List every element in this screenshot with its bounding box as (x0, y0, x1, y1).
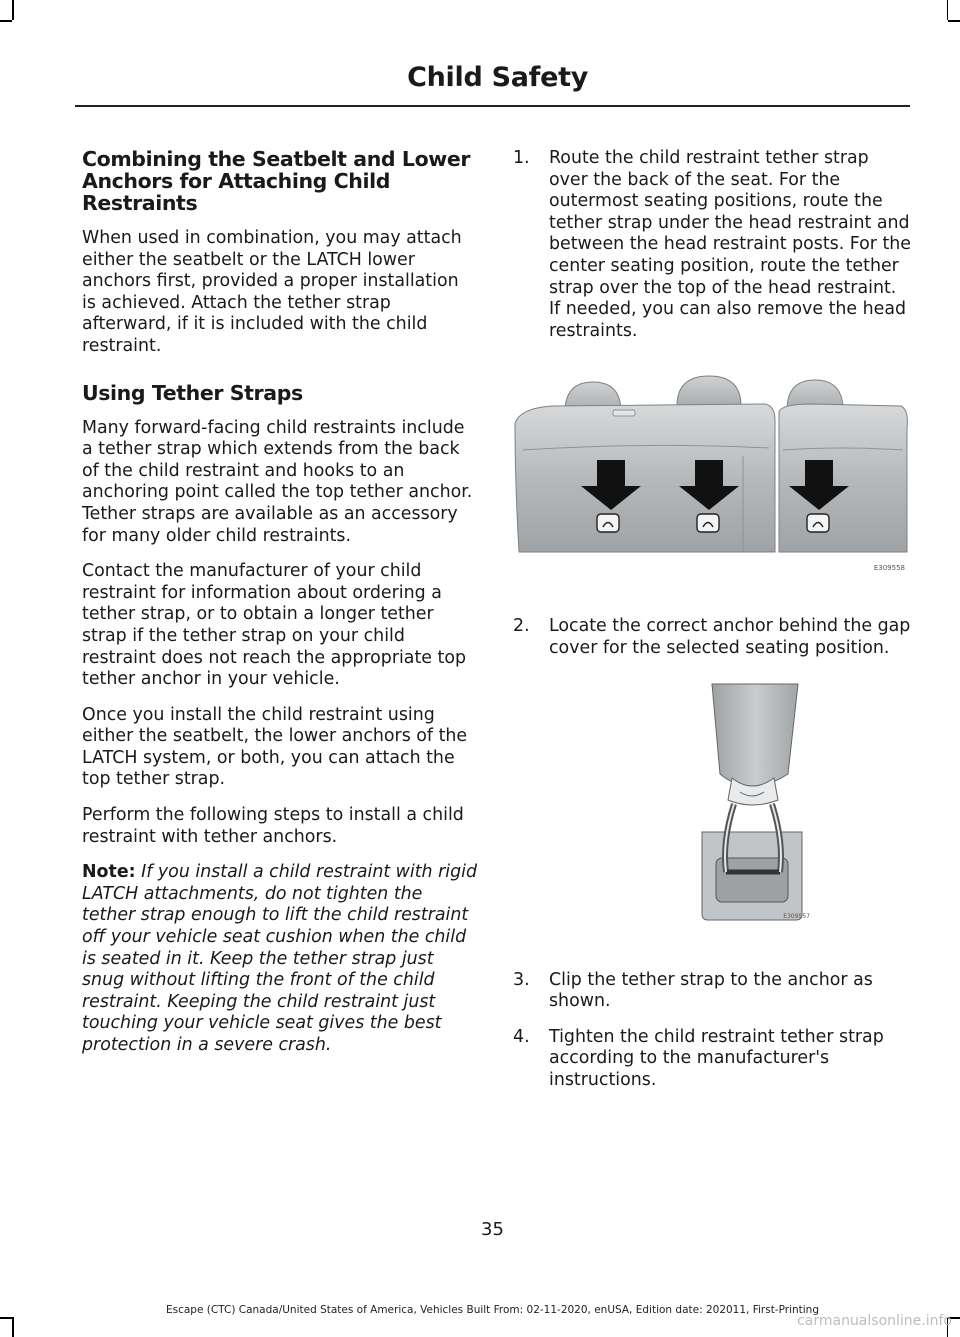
step-text: Locate the correct anchor behind the gap cover for the selected seating position. (549, 616, 911, 658)
steps-list (513, 148, 911, 342)
step-number: 2. (513, 616, 530, 637)
heading-combining: Combining the Seatbelt and Lower Anchors for Attaching Child Restraints (82, 147, 471, 215)
paragraph: Once you install the child restraint using either the seatbelt, the lower anchors of the LATCH system, or both, you can attach the top tether strap. (82, 704, 468, 790)
steps-list (513, 970, 911, 1092)
header-divider (75, 105, 910, 107)
figure-code: E309558 (873, 564, 905, 573)
crop-mark (12, 1317, 14, 1337)
paragraph: Perform the following steps to install a child restraint with tether anchors. (82, 805, 464, 847)
note (82, 862, 477, 1056)
step-text: Clip the tether strap to the anchor as shown. (549, 969, 873, 1012)
list-item (513, 616, 911, 659)
paragraph: Many forward-facing child restraints include a tether strap which extends from the back of the child restraint and hooks to an anchoring point called the top tether anchor. Tether straps are available as an accessory for many older child restraints. (82, 417, 473, 546)
step-number: 1. (513, 148, 530, 168)
step-text: Route the child restraint tether strap over the back of the seat. For the outermost seating positions, route the tether strap under the head restraint and between the head restraint posts. For the center seating position, route the tether strap over the top of the head restraint. If needed, you can also remove the head restraints. (549, 148, 912, 341)
watermark: carmanualsonline.info (797, 1313, 952, 1329)
heading-tether-straps: Using Tether Straps (82, 380, 303, 405)
paragraph: Contact the manufacturer of your child restraint for information about ordering a tether strap, or to obtain a longer tether strap if the tether strap on your child restraint does not reach the appropriate top tether anchor in your vehicle. (82, 561, 466, 690)
crop-mark (947, 0, 949, 20)
page-number: 35 (481, 1219, 504, 1240)
paragraph: When used in combination, you may attach either the seatbelt or the LATCH lower anchors first, provided a proper installation is achieved. Attach the tether strap afterward, if it is included with the child restraint. (82, 228, 462, 356)
list-item (513, 970, 911, 1013)
step-number: 4. (513, 1026, 530, 1047)
list-item (513, 1027, 911, 1092)
crop-mark (0, 1317, 12, 1319)
right-column (513, 148, 911, 1092)
tether-anchor-illustration (692, 682, 812, 922)
list-item (513, 148, 911, 342)
crop-mark (0, 20, 12, 22)
left-column (82, 148, 477, 1071)
section-title: Child Safety (407, 62, 588, 93)
step-number: 3. (513, 969, 530, 990)
crop-mark (948, 20, 960, 22)
note-label: Note: (82, 862, 136, 883)
step-text: Tighten the child restraint tether strap according to the manufacturer's instructions. (549, 1026, 884, 1090)
note-text: If you install a child restraint with rigid LATCH attachments, do not tighten the tether strap enough to lift the child restraint off your vehicle seat cushion when the child is seated in it. Keep the tether strap just snug without lifting the front of the child restraint. Keeping the child restraint just touching your vehicle seat gives the best protection in a severe crash. (82, 862, 477, 1055)
rear-seat-anchors-illustration (513, 364, 911, 574)
crop-mark (12, 0, 14, 20)
footer-edition-info: Escape (CTC) Canada/United States of America, Vehicles Built From: 02-11-2020, enUSA, Edition date: 202011, First-Printing (165, 1304, 819, 1316)
steps-list (513, 616, 911, 659)
figure-code: E309557 (783, 912, 810, 920)
